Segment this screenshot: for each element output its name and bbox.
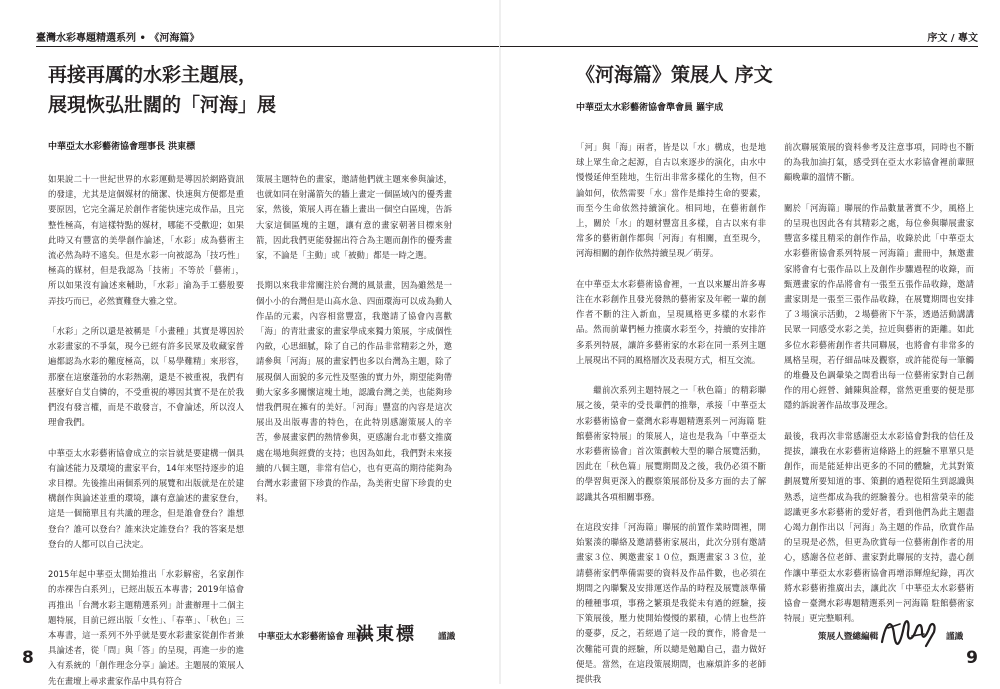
left-byline: 中華亞太水彩藝術協會理事長 洪東標: [48, 142, 196, 152]
left-page-number: 8: [22, 648, 34, 668]
right-col2-paragraph: 前次聯展策展的資料參考及注意事項，同時也不斷的為我加油打氣，感受到在亞太水彩協會裡前輩照顧晚輩的溫情不斷。: [784, 142, 974, 183]
left-col1-paragraph: 2015年起中華亞太開始推出「水彩解密，名家創作的赤裸告白系列」，已經出版五本專書；2019年協會再推出「台灣水彩主題精選系列」計畫辦理十二個主題特展，目前已經出版「女性」、「春華」、「秋色」三本專書，這一系列不外乎就是要水彩畫家從創作者兼具論述者，從「問」與「答」的呈現，再進一步的進入有系統的「創作理念分享」論述。主題展的策展人先在畫壇上尋求畫家作品中具有符合: [48, 569, 244, 686]
left-running-header: 臺灣水彩專題精選系列 • 《河海篇》: [36, 33, 200, 44]
right-signature-org: 策展人暨總編輯: [818, 632, 879, 642]
left-column-2: [256, 172, 452, 504]
left-header-rule: [36, 46, 500, 47]
left-page: [0, 0, 500, 684]
right-column-1: [576, 140, 766, 685]
left-article-title: [48, 60, 276, 120]
right-page-number: 9: [966, 648, 978, 668]
left-col2-paragraph: 長期以來我非常關注於台灣的風景畫，因為雖然是一個小小的台灣但是山高水急、四面環海可以成為動人作品的元素，內容相當豐富，我邀請了協會內喜歡「海」的青壯畫家的畫家學成來獨力策展，宇成個性內斂，心思細膩，除了自己的作品非常精彩之外，邀請參與「河海」展的畫家們也多以台灣為主題，除了展現個人面貌的多元性及堅強的實力外，期望能夠帶動大家多多關懷這塊土地，認識台灣之美，也能夠珍惜我們現在擁有的美好。「河海」豐富的內容是這次展出及出版專書的特色，在此特別感謝策展人的辛苦，參展畫家們的熱情參與，更感謝台北市藝文推廣處在場地與經費的支持；也因為如此，我們對未來接續的八個主題，非常有信心，也有更高的期待能夠為台灣水彩畫留下珍貴的作品，為美術史留下珍貴的史料。: [256, 280, 452, 504]
left-col1-paragraph: 「水彩」之所以還是被稱是「小畫種」其實是導因於水彩畫家的不爭氣，現今已經有許多民眾及收藏家普遍都認為水彩的難度極高，以「易學難精」來形容，那麼在這麼蓬勃的水彩熱潮，還是不被重視，我們有甚麼好自艾自憐的，不受重視的導因其實不是在於我們沒有發言權，而是不敢發言，不會論述，所以沒人理會我們。: [48, 326, 244, 428]
right-col2-paragraph: 關於「河海篇」聯展的作品數量著實不少，風格上的呈現也因此各有其精彩之處，每位參與聯展畫家豐富多樣且精采的創作作品，收錄於此「中華亞太水彩藝術協會系列特展－河海篇」畫冊中，無邀畫家將會有七張作品以上及創作步驟過程的收錄，而甄選畫家的作品將會有一張至五張作品收錄，邀請畫家則是一張至三張作品收錄，在展覽期間也安排了３場演示活動，２場藝術下午茶，透過活動講講民眾一同感受水彩之美，拉近與藝術的距離。如此多位水彩藝術創作者共同聯展，也將會有非常多的風格呈現，若仔細品味及觀察，或許能從每一筆觸的堆疊及色調暈染之間看出每一位藝術家對自己創作的用心經營、鋪陳與詮釋，當然更重要的便是那隱約訴說著作品故事及理念。: [784, 202, 974, 411]
right-header-rule: [500, 46, 978, 47]
right-running-header: 序文 / 專文: [927, 33, 978, 44]
right-signature-suffix: 謹識: [946, 632, 964, 642]
right-col1-paragraph: 「河」與「海」兩者，皆是以「水」構成，也是地球上眾生命之起源，自古以來逐步的演化，由水中慢慢延伸至陸地，生衍出非常多樣化的生物，但不論如何，依然需要「水」當作是維持生命的要素，而至今生命依然持續演化。相同地，在藝術創作上，關於「水」的題材豐富且多樣，自古以來有非常多的藝術創作都與「河海」有相關，直至現今，河海相關的創作依然持續呈現／萌芽。: [576, 142, 766, 259]
right-col1-paragraph: 繼前次系列主題特展之一「秋色篇」的精彩聯展之後，榮幸的受長輩們的推舉，承接「中華亞太水彩藝術協會－臺灣水彩專題精選系列－河海篇 駐館藝術家特展」的策展人，這也是我為「中華亞太水彩藝術協會」首次策劃較大型的聯合展覽活動，因此在「秋色篇」展覽期間及之後，我仍必須不斷的學習與更深入的觀察策展部份及多方面的去了解認識其各項相關事務。: [576, 385, 766, 502]
right-byline: 中華亞太水彩藝術協會準會員 羅宇成: [576, 103, 724, 113]
left-signature-org: 中華亞太水彩藝術協會 理事長: [258, 632, 373, 642]
left-col2-paragraph: 策展主題特色的畫家，邀請他們就主題來參與論述，也就如同在射滿箭矢的牆上畫定一個區域內的優秀畫家，然後，策展人再在牆上畫出一個空白區塊，告訴大家這個區塊的主題，讓有意的畫家朝著目標來射箭，因此我們更能發掘出符合為主題而創作的優秀畫家，不論是「主動」或「被動」都是一時之選。: [256, 174, 452, 261]
left-title-line-1: 再接再厲的水彩主題展，: [48, 64, 258, 86]
right-col2-paragraph: 最後，我再次非常感謝亞太水彩協會對我的信任及提拔，讓我在水彩藝術這條路上的經驗不單單只是創作，而是能延伸出更多的不同的體驗，尤其對策劃展覽所要知道的事、策劃的過程從陌生到認識與熟悉，這些都成為我的經驗養分。也相當榮幸的能認識更多水彩藝術的愛好者，看到他們為此主題盡心竭力創作出以「河海」為主題的作品，欣賞作品的呈現是必然，但更為欣賞每一位藝術創作者的用心，感謝各位老師、畫家對此聯展的支持，盡心創作讓中華亞太水彩藝術協會再增添輝煌紀錄，再次將水彩藝術推廣出去，讓此次「中華亞太水彩藝術協會－臺灣水彩專題精選系列－河海篇 駐館藝術家特展」更完整順利。: [784, 430, 974, 624]
left-signature-name: 洪東標: [356, 624, 416, 645]
right-page: [500, 0, 1000, 684]
right-col1-paragraph: 在這段安排「河海篇」聯展的前置作業時間裡，開始緊湊的聯絡及邀請藝術家展出，此次分別有邀請畫家３位、興邀畫家１０位，甄選畫家３３位，並請藝術家們準備需要的資料及作品件數，也必須在期間之內聯繫及安排運送作品的時程及展覽該準備的種種事項，事務之繁瑣是我從未有過的經驗，接下策展後，壓力使開始慢慢的累積，心情上也些許的憂夢，反之，若經過了這一段的實作，將會是一次難能可貴的經驗，所以總是勉勵自己，盡力做好便是。當然，在這段策展期間，也麻煩許多的老師提供我: [576, 522, 766, 685]
left-col1-paragraph: 如果說二十一世紀世界的水彩運動是導因於網路資訊的發達，尤其是這個媒材的簡潔、快速與方便都是重要原因，它完全滿足於創作者能快速完成作品，且完整性極高，有這樣特點的媒材，哪能不受歡迎；如果此時又有豐富的美學創作論述，「水彩」成為藝術主流必然為時不遠矣。但是水彩一向被認為「技巧性」極高的媒材，但是我認為「技術」不等於「藝術」，所以如果沒有論述來輔助，「水彩」淪為手工藝般要弄技巧而已，必然實難登大雅之堂。: [48, 174, 244, 306]
right-col1-paragraph: 在中華亞太水彩藝術協會裡，一直以來屢出許多專注在水彩創作且發光發熱的藝術家及年輕一輩的創作者不斷的注入新血，呈現風格更多樣的水彩作品。然而前輩們極力推廣水彩至今，持續的安排許多系列特展，讓許多藝術家的水彩在同一系列主題上展現出不同的風格層次及表現方式，相互交流。: [576, 278, 766, 365]
handwritten-signature-icon: [878, 612, 940, 652]
left-title-line-2: 展現恢弘壯闊的「河海」展: [48, 94, 277, 116]
left-signature-suffix: 謹識: [438, 632, 456, 642]
left-col1-paragraph: 中華亞太水彩藝術協會成立的宗旨就是要建構一個具有論述能力及環境的畫家平台，14年來堅持逐步的追求目標。先後推出兩個系列的展覽和出版就是在於建構創作與論述並重的環境，讓有意論述的畫家登台，這是一個簡單且有共識的理念，但是誰會登台？誰想登台？誰可以登台？誰來決定誰登台？我的答案是想登台的人都可以自己決定。: [48, 447, 244, 549]
right-column-2: [784, 140, 974, 624]
right-article-title: 《河海篇》策展人 序文: [576, 64, 773, 86]
left-column-1: [48, 172, 244, 686]
